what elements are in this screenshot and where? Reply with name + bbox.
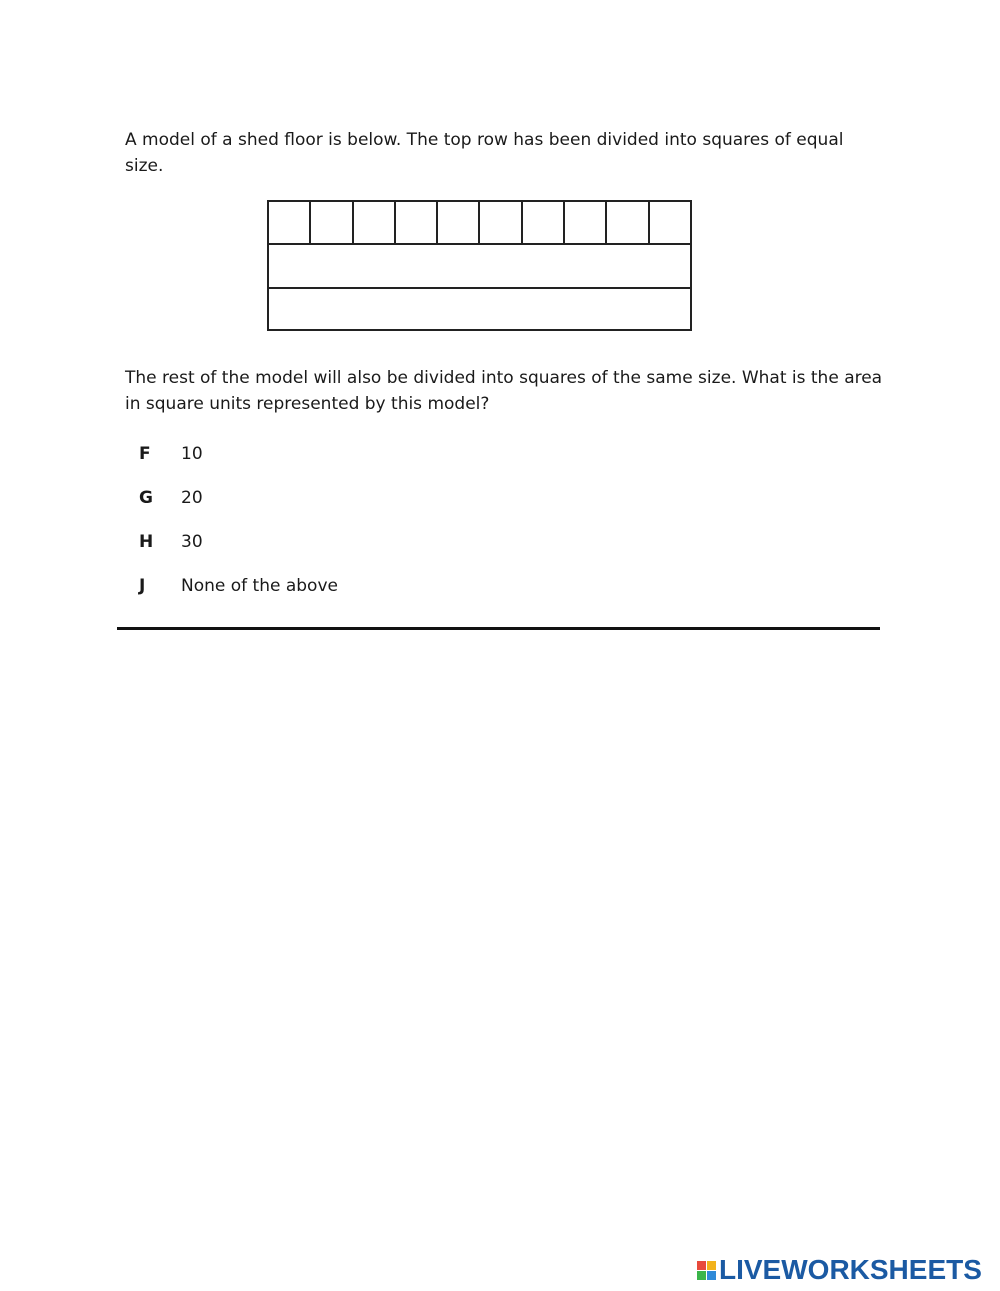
logo-tile	[707, 1261, 716, 1270]
model-square	[480, 202, 522, 243]
shed-floor-model	[267, 200, 692, 331]
model-row-divider	[269, 287, 690, 289]
question-intro: A model of a shed floor is below. The top row has been divided into squares of equal size.	[125, 130, 844, 176]
model-square	[354, 202, 396, 243]
choice-letter: G	[139, 488, 153, 508]
section-divider	[117, 627, 880, 630]
model-square	[311, 202, 353, 243]
model-square	[650, 202, 690, 243]
model-top-row	[269, 202, 690, 245]
choice-letter: H	[139, 532, 154, 552]
choice-letter: J	[139, 576, 146, 596]
brand-logo-icon	[697, 1261, 716, 1280]
model-square	[438, 202, 480, 243]
choice-text: None of the above	[181, 576, 338, 596]
choice-text: 10	[181, 444, 203, 464]
model-square	[396, 202, 438, 243]
choice-letter: F	[139, 444, 151, 464]
logo-tile	[697, 1271, 706, 1280]
model-square	[565, 202, 607, 243]
choice-text: 30	[181, 532, 203, 552]
model-square	[269, 202, 311, 243]
brand-name: LIVEWORKSHEETS	[719, 1254, 982, 1285]
logo-tile	[707, 1271, 716, 1280]
model-square	[523, 202, 565, 243]
logo-tile	[697, 1261, 706, 1270]
choice-text: 20	[181, 488, 203, 508]
question-prompt: The rest of the model will also be divided into squares of the same size. What is the area in square units represented by this model?	[125, 368, 883, 414]
model-square	[607, 202, 649, 243]
brand-logo[interactable]	[697, 1255, 982, 1285]
